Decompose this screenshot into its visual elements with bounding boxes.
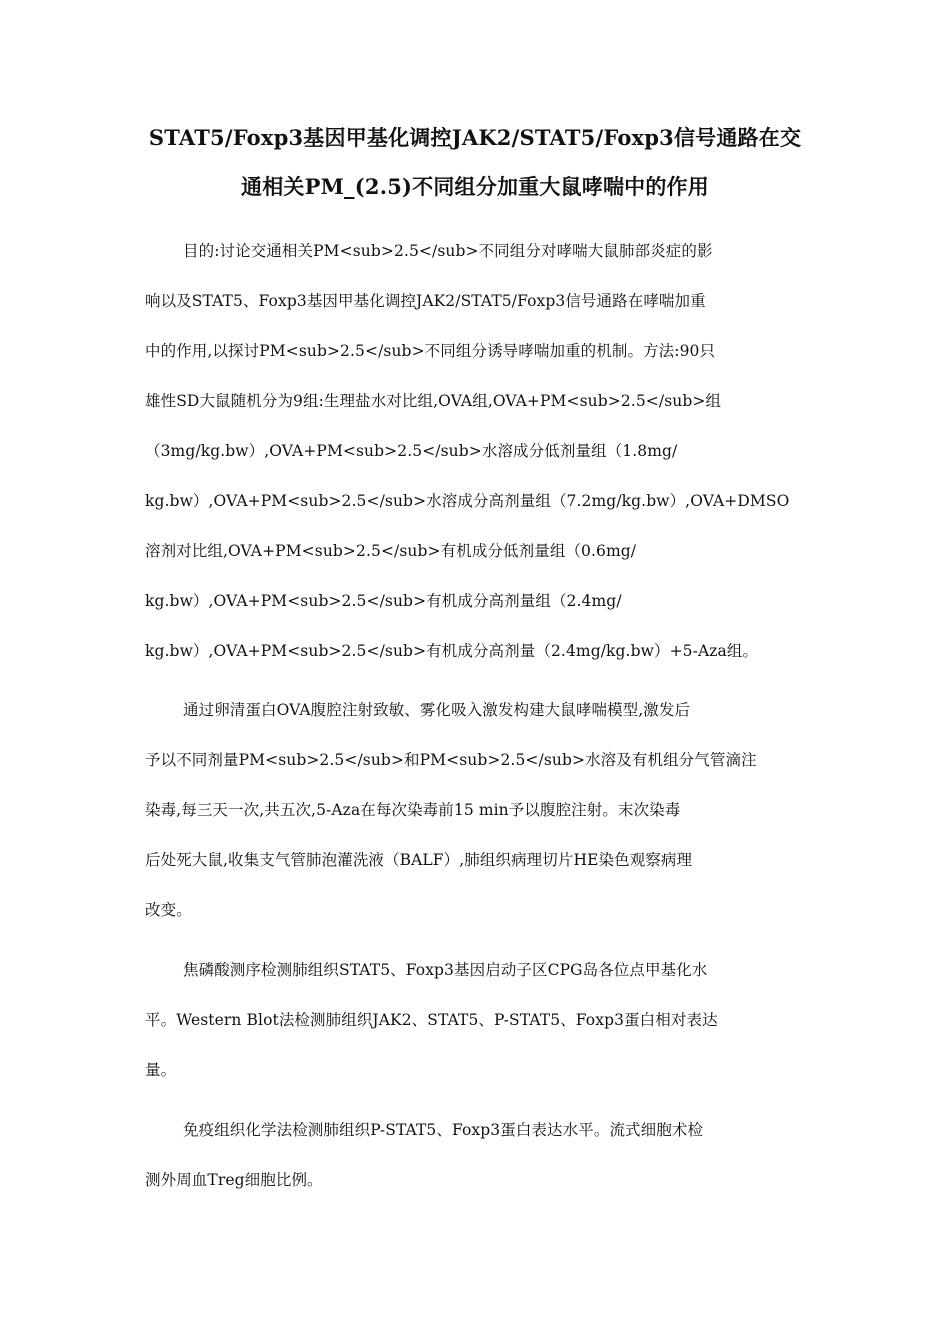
document-title-line-2: 通相关PM_(2.5)不同组分加重大鼠哮喘中的作用 bbox=[241, 174, 709, 199]
text-line: 中的作用,以探讨PM<sub>2.5</sub>不同组分诱导哮喘加重的机制。方法:90只 bbox=[145, 342, 716, 360]
text-line: （3mg/kg.bw）,OVA+PM<sub>2.5</sub>水溶成分低剂量组（1.8mg/ bbox=[145, 442, 678, 460]
text-line: 响以及STAT5、Foxp3基因甲基化调控JAK2/STAT5/Foxp3信号通路在哮喘加重 bbox=[145, 292, 706, 310]
text-line: 平。Western Blot法检测肺组织JAK2、STAT5、P-STAT5、Foxp3蛋白相对表达 bbox=[145, 1011, 718, 1029]
text-line: 染毒,每三天一次,共五次,5-Aza在每次染毒前15 min予以腹腔注射。末次染毒 bbox=[145, 801, 681, 819]
text-line: 溶剂对比组,OVA+PM<sub>2.5</sub>有机成分低剂量组（0.6mg/ bbox=[145, 542, 637, 560]
text-line: 焦磷酸测序检测肺组织STAT5、Foxp3基因启动子区CPG岛各位点甲基化水 bbox=[183, 961, 708, 979]
text-line: 量。 bbox=[145, 1061, 177, 1079]
document-title-line-1: STAT5/Foxp3基因甲基化调控JAK2/STAT5/Foxp3信号通路在交 bbox=[148, 125, 802, 150]
text-line: kg.bw）,OVA+PM<sub>2.5</sub>有机成分高剂量组（2.4mg/ bbox=[145, 592, 622, 610]
text-line: 免疫组织化学法检测肺组织P-STAT5、Foxp3蛋白表达水平。流式细胞术检 bbox=[183, 1121, 704, 1139]
text-line: kg.bw）,OVA+PM<sub>2.5</sub>有机成分高剂量（2.4mg/kg.bw）+5-Aza组。 bbox=[145, 642, 759, 660]
text-line: 目的:讨论交通相关PM<sub>2.5</sub>不同组分对哮喘大鼠肺部炎症的影 bbox=[183, 242, 713, 260]
text-line: 测外周血Treg细胞比例。 bbox=[145, 1171, 323, 1189]
text-line: 通过卵清蛋白OVA腹腔注射致敏、雾化吸入激发构建大鼠哮喘模型,激发后 bbox=[183, 701, 691, 719]
text-line: kg.bw）,OVA+PM<sub>2.5</sub>水溶成分高剂量组（7.2mg/kg.bw）,OVA+DMSO bbox=[145, 492, 790, 510]
text-line: 后处死大鼠,收集支气管肺泡灌洗液（BALF）,肺组织病理切片HE染色观察病理 bbox=[145, 851, 693, 869]
text-line: 予以不同剂量PM<sub>2.5</sub>和PM<sub>2.5</sub>水溶及有机组分气管滴注 bbox=[145, 751, 757, 769]
text-line: 改变。 bbox=[145, 901, 192, 919]
text-line: 雄性SD大鼠随机分为9组:生理盐水对比组,OVA组,OVA+PM<sub>2.5</sub>组 bbox=[145, 392, 722, 410]
